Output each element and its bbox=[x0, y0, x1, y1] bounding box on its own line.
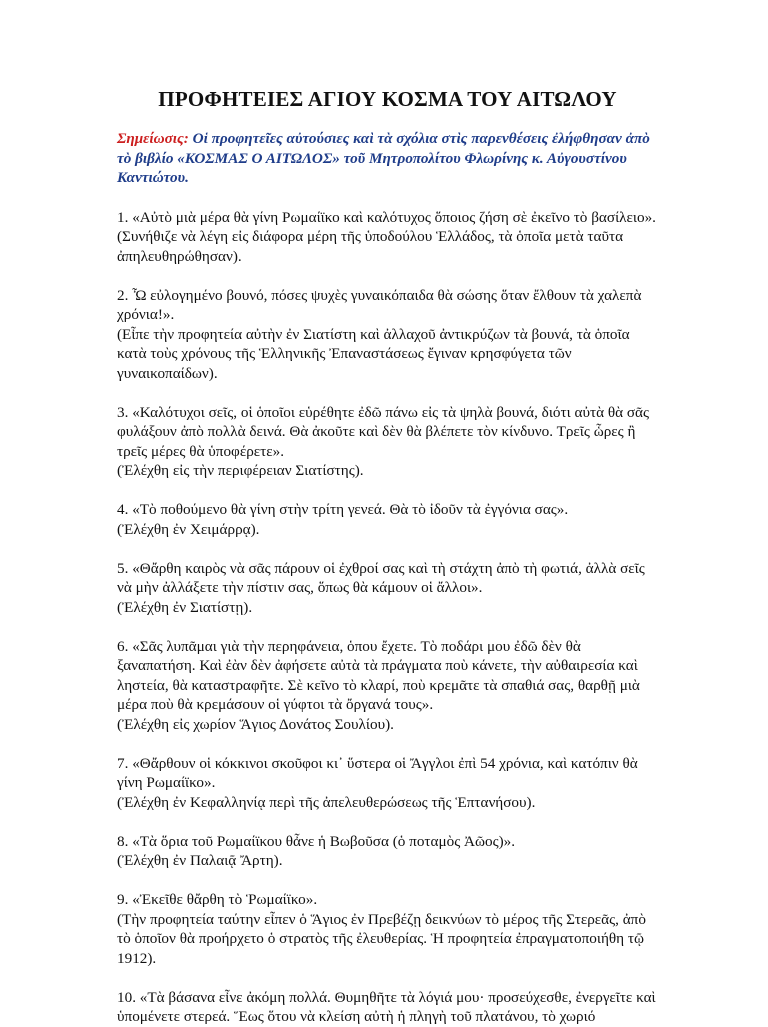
prophecy-note: (Συνήθιζε νὰ λέγη εἰς διάφορα μέρη τῆς ὑποδούλου Ἑλλάδος, τὰ ὁποῖα μετὰ ταῦτα ἀπηλευθηρώθησαν). bbox=[117, 228, 624, 265]
notes-label: Σημείωσις: bbox=[117, 130, 189, 147]
notes-text: Οἱ προφητεῖες αὐτούσιες καὶ τὰ σχόλια στὶς παρενθέσεις ἐλήφθησαν ἀπὸ τὸ βιβλίο «ΚΟΣΜΑΣ Ο ΑΙΤΩΛΟΣ» τοῦ Μητροπολίτου Φλωρίνης κ. Αὐγουστίνου Καντιώτου. bbox=[117, 130, 650, 186]
prophecy-note: (Ἐλέχθη ἐν Παλαιᾷ Ἄρτη). bbox=[117, 852, 283, 869]
prophecy-5 bbox=[117, 559, 658, 618]
prophecy-text: 5. «Θἄρθη καιρὸς νὰ σᾶς πάρουν οἱ ἐχθροί σας καὶ τὴ στάχτη ἀπὸ τὴ φωτιά, ἀλλὰ σεῖς νὰ μὴν ἀλλάξετε τὴν πίστιν σας, ὅπως θὰ κάμουν οἱ ἄλλοι». bbox=[117, 559, 645, 596]
prophecy-note: (Εἶπε τὴν προφητεία αὐτὴν ἐν Σιατίστη καὶ ἀλλαχοῦ ἀντικρύζων τὰ βουνά, τὰ ὁποῖα κατὰ τοὺς χρόνους τῆς Ἑλληνικῆς Ἐπαναστάσεως ἔγιναν κρησφύγετα τῶν γυναικοπαίδων). bbox=[117, 325, 630, 382]
prophecy-10 bbox=[117, 988, 658, 1027]
prophecy-note: (Ἐλέχθη εἰς χωρίον Ἅγιος Δονάτος Σουλίου). bbox=[117, 715, 394, 733]
prophecy-text: 1. «Αὐτὸ μιὰ μέρα θὰ γίνη Ρωμαίϊκο καὶ καλότυχος ὅποιος ζήση σὲ ἐκεῖνο τὸ βασίλειο». bbox=[117, 208, 656, 226]
prophecy-note: (Ἐλέχθη ἐν Κεφαλληνίᾳ περὶ τῆς ἀπελευθερώσεως τῆς Ἑπτανήσου). bbox=[117, 793, 536, 811]
prophecy-4 bbox=[117, 500, 658, 539]
prophecy-text: 6. «Σᾶς λυπᾶμαι γιὰ τὴν περηφάνεια, ὁπου ἔχετε. Τὸ ποδάρι μου ἐδῶ δὲν θὰ ξαναπατήση. Καὶ ἐὰν δὲν ἀφήσετε αὐτὰ τὰ πράγματα ποὺ κάνετε, τὴν αὐθαιρεσία καὶ ληστεία, θὰ καταστραφῆτε. Σὲ κεῖνο τὸ κλαρί, ποὺ κρεμᾶτε τὰ σπαθιά σας, θαρθῇ μιὰ μέρα ποὺ θὰ κρεμάσουν οἱ γύφτοι τὰ ὄργανά τους». bbox=[117, 637, 640, 713]
prophecy-note: (Ἐλέχθη ἐν Χειμάρρᾳ). bbox=[117, 520, 260, 538]
prophecy-note: (Ἐλέχθη εἰς τὴν περιφέρειαν Σιατίστης). bbox=[117, 462, 364, 479]
prophecy-7 bbox=[117, 754, 658, 813]
prophecy-9 bbox=[117, 890, 658, 968]
prophecy-note: (Τὴν προφητεία ταύτην εἶπεν ὁ Ἅγιος ἐν Πρεβέζῃ δεικνύων τὸ μέρος τῆς Στερεᾶς, ἀπὸ τὸ ὁποῖον θὰ προήρχετο ὁ στρατὸς τῆς ἐλευθερίας. Ἡ προφητεία ἐπραγματοποιήθη τῷ 1912). bbox=[117, 910, 646, 967]
prophecy-text: 7. «Θἄρθουν οἱ κόκκινοι σκοῦφοι κι᾽ ὕστερα οἱ Ἄγγλοι ἐπὶ 54 χρόνια, καὶ κατόπιν θὰ γίνη Ρωμαίϊκο». bbox=[117, 754, 638, 791]
prophecy-1 bbox=[117, 208, 658, 267]
prophecy-2 bbox=[117, 286, 658, 384]
prophecy-text: 10. «Τὰ βάσανα εἶνε ἀκόμη πολλά. Θυμηθῆτε τὰ λόγιά μου· προσεύχεσθε, ἐνεργεῖτε καὶ ὑπομένετε στερεά. Ἕως ὅτου νὰ κλείση αὐτὴ ἡ πληγὴ τοῦ πλατάνου, τὸ χωριό bbox=[117, 988, 656, 1025]
prophecy-note: (Ἐλέχθη ἐν Σιατίστῃ). bbox=[117, 598, 253, 616]
prophecy-text: 3. «Καλότυχοι σεῖς, οἱ ὁποῖοι εὑρέθητε ἐδῶ πάνω εἰς τὰ ψηλὰ βουνά, διότι αὐτὰ θὰ σᾶς φυλάξουν ἀπὸ πολλὰ δεινά. Θὰ ἀκοῦτε καὶ δὲν θὰ βλέπετε τὸν κίνδυνο. Τρεῖς ὧρες ἢ τρεῖς μέρες θὰ ὑποφέρετε». bbox=[117, 403, 650, 460]
prophecy-text: 4. «Τὸ ποθούμενο θὰ γίνη στὴν τρίτη γενεά. Θὰ τὸ ἰδοῦν τὰ ἐγγόνια σας». bbox=[117, 501, 569, 518]
prophecy-text: 2. Ὦ εὐλογημένο βουνό, πόσες ψυχὲς γυναικόπαιδα θὰ σώσης ὅταν ἔλθουν τὰ χαλεπὰ χρόνια!». bbox=[117, 286, 642, 323]
document-title: ΠΡΟΦΗΤΕΙΕΣ ΑΓΙΟΥ ΚΟΣΜΑ ΤΟΥ ΑΙΤΩΛΟΥ bbox=[158, 87, 617, 111]
prophecy-8 bbox=[117, 832, 658, 871]
prophecy-3 bbox=[117, 403, 658, 481]
prophecy-text: 9. «Ἐκεῖθε θἄρθη τὸ Ῥωμαίϊκο». bbox=[117, 891, 318, 908]
prophecy-text: 8. «Τὰ ὅρια τοῦ Ρωμαίϊκου θἆνε ἡ Βωβοῦσα (ὁ ποταμὸς Ἀῶος)». bbox=[117, 832, 516, 850]
prophecy-6 bbox=[117, 637, 658, 735]
notes-paragraph bbox=[117, 129, 658, 188]
